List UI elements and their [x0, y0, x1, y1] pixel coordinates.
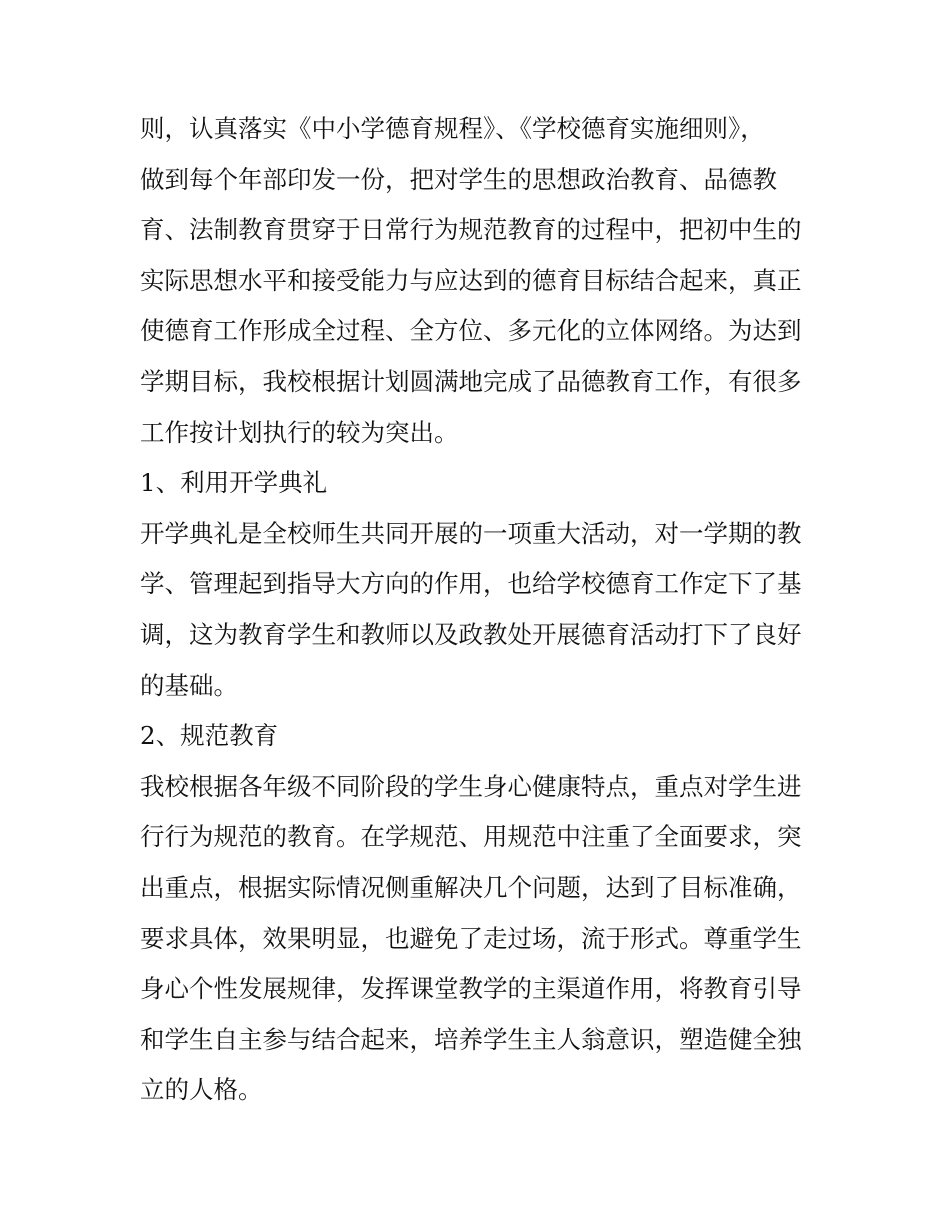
- text-line: 立的人格。: [140, 1075, 263, 1105]
- text-line: 学、管理起到指导大方向的作用，也给学校德育工作定下了基: [140, 569, 802, 599]
- text-line: 使德育工作形成全过程、全方位、多元化的立体网络。为达到: [140, 316, 802, 346]
- paragraph-opening-ceremony: [140, 509, 820, 711]
- text-line: 调，这为教育学生和教师以及政教处开展德育活动打下了良好: [140, 619, 802, 649]
- section-heading-opening-ceremony: 1、利用开学典礼: [140, 468, 328, 498]
- text-line: 身心个性发展规律，发挥课堂教学的主渠道作用，将教育引导: [140, 974, 802, 1004]
- text-line: 实际思想水平和接受能力与应达到的德育目标结合起来，真正: [140, 265, 802, 295]
- text-line: 开学典礼是全校师生共同开展的一项重大活动，对一学期的教: [140, 518, 802, 548]
- text-line: 的基础。: [140, 670, 238, 700]
- text-line: 育、法制教育贯穿于日常行为规范教育的过程中，把初中生的: [140, 215, 802, 245]
- text-line: 我校根据各年级不同阶段的学生身心健康特点，重点对学生进: [140, 771, 802, 801]
- text-line: 和学生自主参与结合起来，培养学生主人翁意识，塑造健全独: [140, 1024, 802, 1054]
- document-body: [140, 104, 820, 1116]
- section-heading-norms-education: 2、规范教育: [140, 721, 279, 751]
- text-line: 要求具体，效果明显，也避免了走过场，流于形式。尊重学生: [140, 923, 802, 953]
- text-line: 做到每个年部印发一份，把对学生的思想政治教育、品德教: [140, 164, 777, 194]
- paragraph-intro: [140, 104, 820, 458]
- text-line: 行行为规范的教育。在学规范、用规范中注重了全面要求，突: [140, 822, 802, 852]
- text-line: 则，认真落实《中小学德育规程》、《学校德育实施细则》，: [140, 114, 765, 143]
- text-line: 出重点，根据实际情况侧重解决几个问题，达到了目标准确，: [140, 872, 802, 902]
- text-line: 学期目标，我校根据计划圆满地完成了品德教育工作，有很多: [140, 366, 802, 396]
- text-line: 工作按计划执行的较为突出。: [140, 417, 459, 447]
- paragraph-norms-education: [140, 762, 820, 1116]
